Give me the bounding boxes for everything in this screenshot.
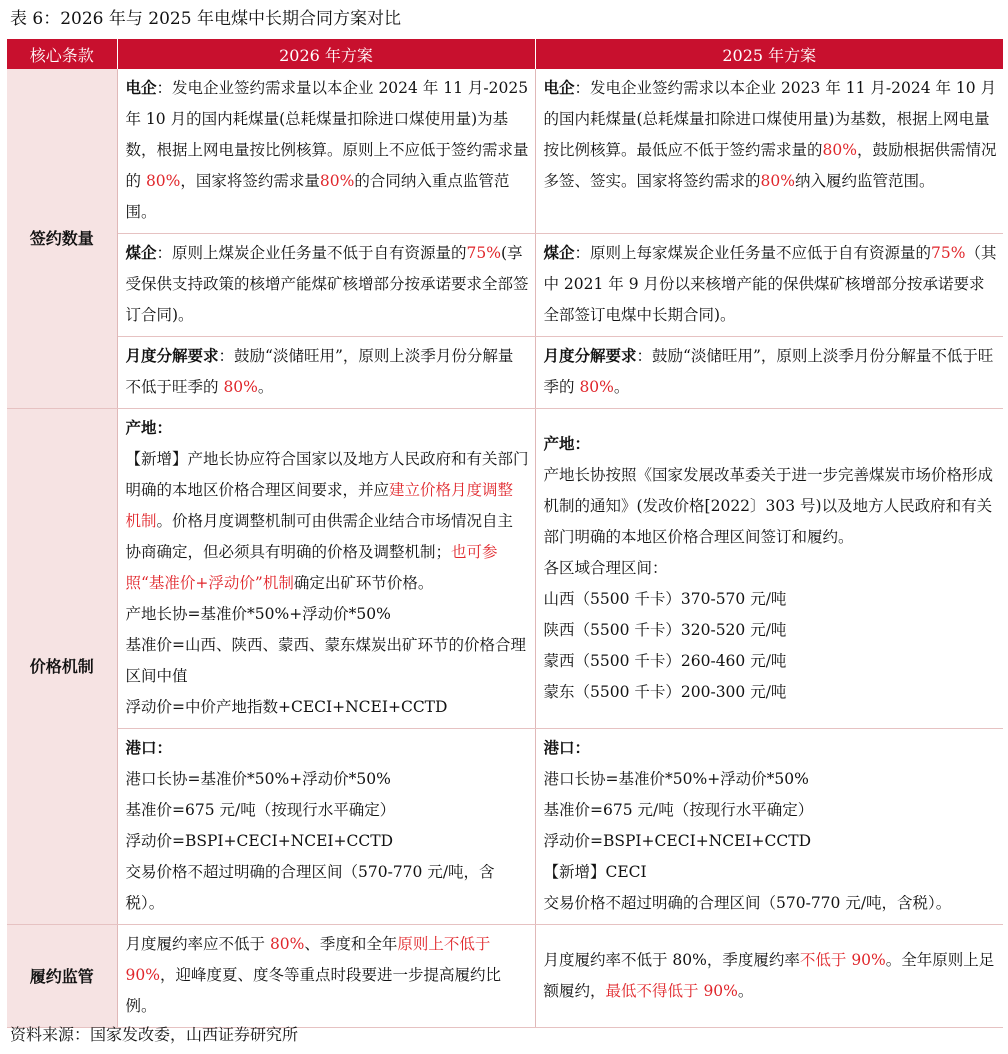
comparison-table <box>7 39 1003 1028</box>
source-note: 资料来源：国家发改委，山西证券研究所 <box>10 1025 299 1044</box>
row-label-pricing: 价格机制 <box>7 409 117 925</box>
table-row <box>7 729 1003 925</box>
cell-2026-port: 港口： 港口长协=基准价*50%+浮动价*50% 基准价=675 元/吨（按现行水平确定） 浮动价=BSPI+CECI+NCEI+CCTD 交易价格不超过明确的合理区间（570-770 元/吨，含税）。 <box>117 729 535 925</box>
row-label-compliance: 履约监管 <box>7 925 117 1028</box>
cell-2025-mine: 产地： 产地长协按照《国家发展改革委关于进一步完善煤炭市场价格形成机制的通知》(发改价格[2022〕303 号)以及地方人民政府和有关部门明确的本地区价格合理区间签订和履约。 各区域合理区间： 山西（5500 千卡）370-570 元/吨 陕西（5500 千卡）320-520 元/吨 蒙西（5500 千卡）260-460 元/吨 蒙东（5500 千卡）200-300 元/吨 <box>535 409 1003 729</box>
cell-2026-compliance: 月度履约率应不低于 80%、季度和全年原则上不低于 90%，迎峰度夏、度冬等重点时段要进一步提高履约比例。 <box>117 925 535 1028</box>
table-row <box>7 234 1003 337</box>
cell-2026-mine: 产地： 【新增】产地长协应符合国家以及地方人民政府和有关部门明确的本地区价格合理区间要求，并应建立价格月度调整机制。价格月度调整机制可由供需企业结合市场情况自主协商确定，但必须具有明确的价格及调整机制；也可参照“基准价+浮动价”机制确定出矿环节价格。 产地长协=基准价*50%+浮动价*50% 基准价=山西、陕西、蒙西、蒙东煤炭出矿环节的价格合理区间中值 浮动价=中价产地指数+CECI+NCEI+CCTD <box>117 409 535 729</box>
table-header-row <box>7 39 1003 69</box>
table-row <box>7 69 1003 234</box>
cell-2026-monthly: 月度分解要求：鼓励“淡储旺用”，原则上淡季月份分解量不低于旺季的 80%。 <box>117 337 535 409</box>
cell-2025-coal: 煤企：原则上每家煤炭企业任务量不应低于自有资源量的75%（其中 2021 年 9 月份以来核增产能的保供煤矿核增部分按承诺要求全部签订电煤中长期合同)。 <box>535 234 1003 337</box>
cell-2025-monthly: 月度分解要求：鼓励“淡储旺用”，原则上淡季月份分解量不低于旺季的 80%。 <box>535 337 1003 409</box>
cell-2026-power: 电企：发电企业签约需求量以本企业 2024 年 11 月-2025 年 10 月的国内耗煤量(总耗煤量扣除进口煤使用量)为基数，根据上网电量按比例核算。原则上不应低于签约需求量的 80%，国家将签约需求量80%的合同纳入重点监管范围。 <box>117 69 535 234</box>
table-row <box>7 409 1003 729</box>
cell-2025-compliance: 月度履约率不低于 80%，季度履约率不低于 90%。全年原则上足额履约，最低不得低于 90%。 <box>535 925 1003 1028</box>
row-label-quantity: 签约数量 <box>7 69 117 409</box>
table-caption: 表 6：2026 年与 2025 年电煤中长期合同方案对比 <box>10 9 401 29</box>
table-row <box>7 337 1003 409</box>
cell-2025-power: 电企：发电企业签约需求以本企业 2023 年 11 月-2024 年 10 月的国内耗煤量(总耗煤量扣除进口煤使用量)为基数，根据上网电量按比例核算。最低应不低于签约需求量的80%，鼓励根据供需情况多签、签实。国家将签约需求的80%纳入履约监管范围。 <box>535 69 1003 234</box>
cell-2026-coal: 煤企：原则上煤炭企业任务量不低于自有资源量的75%(享受保供支持政策的核增产能煤矿核增部分按承诺要求全部签订合同)。 <box>117 234 535 337</box>
cell-2025-port: 港口： 港口长协=基准价*50%+浮动价*50% 基准价=675 元/吨（按现行水平确定） 浮动价=BSPI+CECI+NCEI+CCTD 【新增】CECI 交易价格不超过明确的合理区间（570-770 元/吨，含税）。 <box>535 729 1003 925</box>
header-2025: 2025 年方案 <box>535 39 1003 69</box>
table-row <box>7 925 1003 1028</box>
header-2026: 2026 年方案 <box>117 39 535 69</box>
header-clause: 核心条款 <box>7 39 117 69</box>
